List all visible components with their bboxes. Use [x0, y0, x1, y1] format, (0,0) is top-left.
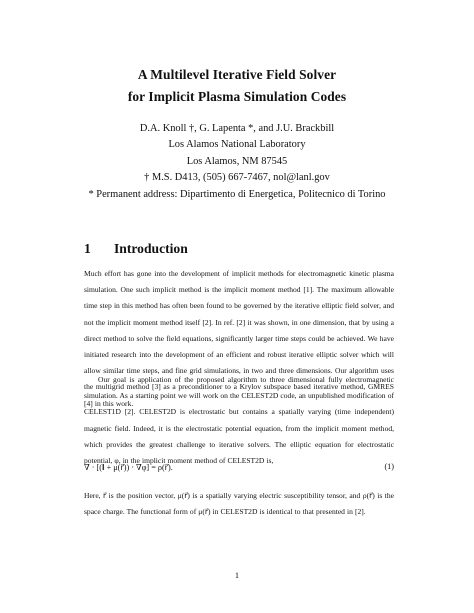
paragraph-3-text: Here, r⃗ is the position vector, μ(r⃗) is a spatially varying electric susceptibility tensor, and ρ(r⃗) is the space charge. The functional form of μ(r⃗) in CELEST2D is identical to that presented in [2]. [84, 491, 394, 517]
section-number: 1 [84, 241, 91, 256]
paragraph-2 [84, 372, 394, 469]
equation-expression: ∇ · [(𝐈 + μ(r⃗)) · ∇φ] = ρ(r⃗). [84, 463, 173, 472]
address: Los Alamos, NM 87545 [186, 155, 288, 167]
paragraph-1-text: Much effort has gone into the development of implicit methods for electromagnetic kinetic plasma simulation. One such implicit method is the implicit moment method [1]. The maximum allowable time step in this method has often been found to be governed by the iterative elliptic field solver, and not the implicit moment method itself [2]. In ref. [2] it was shown, in one dimension, that by using a direct method to solve the field equations, significantly larger time steps could be achieved. We have initiated research into the development of an efficient and robust iterative elliptic solver which will allow similar time steps, and fine grid simulations, in two and three dimensions. Our algorithm uses the multigrid method [3] as a preconditioner to a Krylov subspace based iterative method, GMRES [4] in this work. [84, 269, 394, 408]
page-number: 1 [234, 571, 240, 580]
paragraph-2-text: Our goal is application of the proposed algorithm to three dimensional fully electromagnetic simulation. As a starting point we will work on the CELEST2D code, an unpublished modification of CELEST1D [2]. CELEST2D is electrostatic but contains a spatially varying (time independent) magnetic field. Indeed, it is the electrostatic potential equation, from the implicit moment method, which provides the greatest challenge to iterative solvers. The elliptic equation for electrostatic potential, φ, in the implicit moment method of CELEST2D is, [84, 375, 394, 466]
paragraph-3 [84, 488, 394, 520]
contact-info: † M.S. D413, (505) 667-7467, nol@lanl.gov [144, 172, 330, 184]
paper-title [0, 64, 474, 108]
title-line-2: for Implicit Plasma Simulation Codes [127, 89, 347, 104]
permanent-address: * Permanent address: Dipartimento di Energetica, Politecnico di Torino [88, 188, 386, 200]
section-title: Introduction [114, 241, 188, 256]
title-line-1: A Multilevel Iterative Field Solver [137, 67, 337, 82]
equation-number: (1) [384, 462, 394, 471]
author-names: D.A. Knoll †, G. Lapenta *, and J.U. Brackbill [139, 123, 335, 134]
equation-1 [84, 462, 394, 476]
author-block [0, 121, 474, 203]
affiliation: Los Alamos National Laboratory [168, 139, 306, 151]
section-heading [84, 241, 188, 257]
